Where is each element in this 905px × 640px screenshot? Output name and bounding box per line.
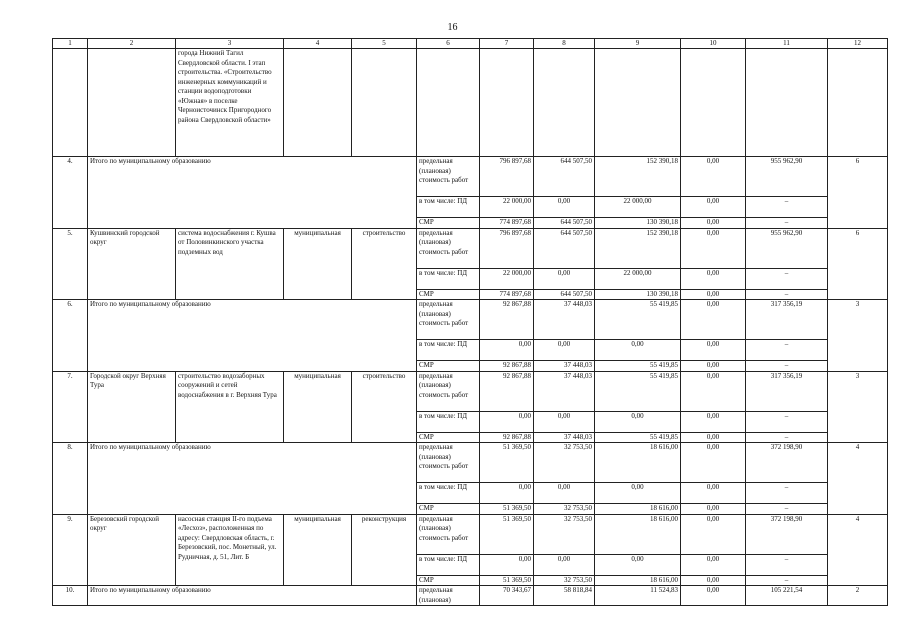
amount-cell: 0,00 (480, 554, 534, 575)
amount-cell: 37 448,03 (534, 371, 595, 411)
amount-cell: 0,00 (681, 268, 746, 289)
table-row (53, 157, 888, 197)
capacity-cell (746, 157, 828, 229)
dash-mark: – (746, 217, 827, 228)
amount-cell: 0,00 (681, 411, 746, 432)
amount-cell: 130 390,18 (595, 289, 681, 299)
dash-mark: – (746, 554, 827, 575)
amount-cell: 0,00 (681, 300, 746, 340)
ownership-cell: муниципальная (284, 371, 352, 443)
amount-cell: 0,00 (681, 361, 746, 371)
amount-cell: 0,00 (681, 586, 746, 606)
dash-mark: – (746, 339, 827, 360)
col-header: 9 (595, 39, 681, 49)
cost-type-label: в том числе: ПД (417, 554, 480, 575)
amount-cell: 37 448,03 (534, 432, 595, 442)
cost-type-label: предельная (плановая) (417, 586, 480, 606)
col-header: 11 (746, 39, 828, 49)
dash-mark: – (746, 289, 827, 300)
count-cell: 2 (828, 586, 888, 606)
dash-mark: – (746, 411, 827, 432)
cost-type-label: СМР (417, 289, 480, 299)
amount-cell: 18 616,00 (595, 575, 681, 585)
municipality-cell: Городской округ Верхняя Тура (88, 371, 176, 443)
subtotal-title: Итого по муниципальному образованию (88, 586, 417, 606)
object-cell: города Нижний Тагил Свердловской области. I этап строительства. «Строительство инженерных коммуникаций и станции водоподготовки «Южная» в поселке Черноисточинск Пригородного района Свердловской области» (176, 49, 284, 157)
amount-cell: 0,00 (681, 514, 746, 554)
amount-cell: 37 448,03 (534, 300, 595, 340)
amount-cell: 796 897,68 (480, 228, 534, 268)
amount-cell: 0,00 (681, 371, 746, 411)
amount-cell: 0,00 (534, 411, 595, 432)
cost-type-label: в том числе: ПД (417, 268, 480, 289)
amount-cell: 32 753,50 (534, 443, 595, 483)
amount-cell: 0,00 (595, 411, 681, 432)
amount-cell: 92 867,88 (480, 432, 534, 442)
amount-cell: 55 419,85 (595, 371, 681, 411)
dash-mark: – (746, 196, 827, 217)
amount-cell: 0,00 (534, 268, 595, 289)
cost-type-label: СМР (417, 218, 480, 228)
amount-cell: 18 616,00 (595, 514, 681, 554)
cost-type-label: СМР (417, 504, 480, 514)
capacity-value: 317 356,19 (770, 300, 803, 308)
amount-cell: 22 000,00 (595, 268, 681, 289)
column-numbers-row (53, 39, 888, 49)
amount-cell: 0,00 (595, 340, 681, 361)
amount-cell: 0,00 (681, 483, 746, 504)
capacity-value: 955 962,90 (770, 228, 803, 237)
page-number: 16 (447, 22, 458, 33)
amount-cell: 51 369,50 (480, 504, 534, 514)
subtotal-title: Итого по муниципальному образованию (88, 443, 417, 515)
amount-cell: 0,00 (681, 289, 746, 299)
amount-cell: 0,00 (534, 340, 595, 361)
table-row (53, 514, 888, 554)
cost-type-label: предельная (плановая) стоимость работ (417, 443, 480, 483)
amount-cell: 18 616,00 (595, 504, 681, 514)
amount-cell: 0,00 (681, 197, 746, 218)
count-cell: 6 (828, 228, 888, 300)
amount-cell: 11 524,83 (595, 586, 681, 606)
table-row (53, 443, 888, 483)
amount-cell: 55 419,85 (595, 300, 681, 340)
amount-cell: 0,00 (480, 483, 534, 504)
ownership-cell: муниципальная (284, 228, 352, 300)
municipality-cell: Кушвинский городской округ (88, 228, 176, 300)
amount-cell: 0,00 (480, 411, 534, 432)
amount-cell: 70 343,67 (480, 586, 534, 606)
amount-cell: 92 867,88 (480, 371, 534, 411)
count-cell: 4 (828, 443, 888, 515)
dash-mark: – (746, 360, 827, 371)
amount-cell: 0,00 (534, 483, 595, 504)
col-header: 4 (284, 39, 352, 49)
cost-type-label: СМР (417, 575, 480, 585)
work-type-cell: строительство (352, 371, 417, 443)
amount-cell: 0,00 (681, 575, 746, 585)
capacity-value: 372 198,90 (770, 443, 803, 451)
row-number: 10. (53, 586, 88, 606)
col-header: 6 (417, 39, 480, 49)
amount-cell: 796 897,68 (480, 157, 534, 197)
amount-cell: 152 390,18 (595, 228, 681, 268)
col-header: 7 (480, 39, 534, 49)
amount-cell: 51 369,50 (480, 443, 534, 483)
amount-cell: 51 369,50 (480, 575, 534, 585)
amount-cell: 0,00 (595, 554, 681, 575)
capacity-cell (746, 371, 828, 443)
amount-cell: 644 507,50 (534, 218, 595, 228)
amount-cell: 644 507,50 (534, 157, 595, 197)
amount-cell: 644 507,50 (534, 228, 595, 268)
amount-cell: 51 369,50 (480, 514, 534, 554)
amount-cell: 0,00 (595, 483, 681, 504)
row-number: 9. (53, 514, 88, 586)
amount-cell: 0,00 (681, 218, 746, 228)
row-number: 5. (53, 228, 88, 300)
amount-cell: 774 897,68 (480, 289, 534, 299)
amount-cell: 0,00 (681, 228, 746, 268)
table-row (53, 586, 888, 606)
capacity-value: 372 198,90 (770, 514, 803, 523)
cost-type-label: в том числе: ПД (417, 483, 480, 504)
amount-cell: 32 753,50 (534, 575, 595, 585)
cost-type-label: в том числе: ПД (417, 197, 480, 218)
cost-type-label: СМР (417, 432, 480, 442)
cost-type-label: предельная (плановая) стоимость работ (417, 157, 480, 197)
capacity-value: 955 962,90 (770, 157, 803, 165)
amount-cell: 32 753,50 (534, 514, 595, 554)
amount-cell: 55 419,85 (595, 432, 681, 442)
dash-mark: – (746, 432, 827, 443)
object-cell: строительство водозаборных сооружений и сетей водоснабжения в г. Верхняя Тура (176, 371, 284, 443)
amount-cell: 22 000,00 (595, 197, 681, 218)
amount-cell: 644 507,50 (534, 289, 595, 299)
amount-cell: 55 419,85 (595, 361, 681, 371)
cost-type-label: предельная (плановая) стоимость работ (417, 300, 480, 340)
col-header: 2 (88, 39, 176, 49)
cost-type-label: предельная (плановая) стоимость работ (417, 228, 480, 268)
cost-type-label: СМР (417, 361, 480, 371)
row-number: 4. (53, 157, 88, 229)
subtotal-title: Итого по муниципальному образованию (88, 157, 417, 229)
cost-type-label: в том числе: ПД (417, 340, 480, 361)
amount-cell: 152 390,18 (595, 157, 681, 197)
cost-type-label: предельная (плановая) стоимость работ (417, 514, 480, 554)
amount-cell: 32 753,50 (534, 504, 595, 514)
amount-cell: 0,00 (534, 554, 595, 575)
table-row (53, 228, 888, 268)
amount-cell: 92 867,88 (480, 300, 534, 340)
col-header: 12 (828, 39, 888, 49)
continued-row (53, 49, 888, 157)
amount-cell: 18 616,00 (595, 443, 681, 483)
work-type-cell: реконструкция (352, 514, 417, 586)
count-cell: 6 (828, 157, 888, 229)
amount-cell: 0,00 (681, 157, 746, 197)
amount-cell: 774 897,68 (480, 218, 534, 228)
dash-mark: – (746, 575, 827, 586)
municipality-cell: Березовский городской округ (88, 514, 176, 586)
table-row (53, 371, 888, 411)
col-header: 3 (176, 39, 284, 49)
col-header: 1 (53, 39, 88, 49)
capacity-value: 317 356,19 (770, 371, 803, 380)
amount-cell: 0,00 (681, 554, 746, 575)
col-header: 10 (681, 39, 746, 49)
object-cell: система водоснабжения г. Кушва от Половинкинского участка подземных вод (176, 228, 284, 300)
col-header: 8 (534, 39, 595, 49)
cost-type-label: предельная (плановая) стоимость работ (417, 371, 480, 411)
capacity-cell (746, 443, 828, 515)
col-header: 5 (352, 39, 417, 49)
amount-cell: 0,00 (681, 443, 746, 483)
amount-cell: 0,00 (681, 340, 746, 361)
amount-cell: 37 448,03 (534, 361, 595, 371)
capacity-cell (746, 300, 828, 372)
dash-mark: – (746, 268, 827, 289)
work-type-cell: строительство (352, 228, 417, 300)
cost-type-label: в том числе: ПД (417, 411, 480, 432)
amount-cell: 22 000,00 (480, 197, 534, 218)
amount-cell: 58 818,84 (534, 586, 595, 606)
subtotal-title: Итого по муниципальному образованию (88, 300, 417, 372)
table-row (53, 300, 888, 340)
amount-cell: 130 390,18 (595, 218, 681, 228)
amount-cell: 0,00 (681, 432, 746, 442)
capacity-cell: 105 221,54 (746, 586, 828, 606)
amount-cell: 0,00 (480, 340, 534, 361)
row-number: 7. (53, 371, 88, 443)
count-cell: 3 (828, 300, 888, 372)
count-cell: 4 (828, 514, 888, 586)
capacity-cell (746, 514, 828, 586)
budget-table (52, 38, 888, 606)
count-cell: 3 (828, 371, 888, 443)
ownership-cell: муниципальная (284, 514, 352, 586)
object-cell: насосная станция II-го подъема «Лесхоз», расположенная по адресу: Свердловская область, г. Березовский, пос. Монетный, ул. Рудничная, д. 51, Лит. Б (176, 514, 284, 586)
dash-mark: – (746, 503, 827, 514)
row-number: 8. (53, 443, 88, 515)
amount-cell: 0,00 (534, 197, 595, 218)
amount-cell: 92 867,88 (480, 361, 534, 371)
amount-cell: 22 000,00 (480, 268, 534, 289)
amount-cell: 0,00 (681, 504, 746, 514)
row-number: 6. (53, 300, 88, 372)
capacity-cell (746, 228, 828, 300)
dash-mark: – (746, 482, 827, 503)
